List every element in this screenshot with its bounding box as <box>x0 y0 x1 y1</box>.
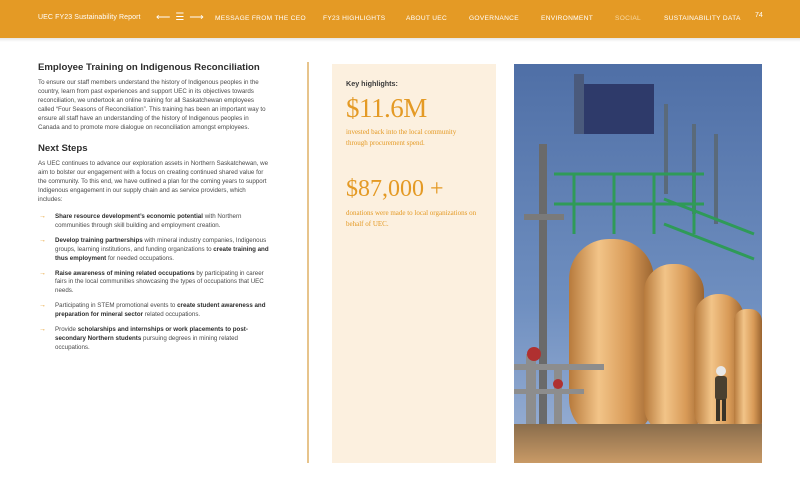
nav-item-fy23-highlights[interactable]: FY23 HIGHLIGHTS <box>323 15 386 22</box>
arrow-bullet-icon: → <box>39 269 46 277</box>
nav-item-environment[interactable]: ENVIRONMENT <box>541 15 594 22</box>
list-item: → Develop training partnerships with mineral industry companies, Indigenous groups, learning institutions, and funding organizations to create training and thus employment for needed occupations. <box>39 236 269 262</box>
list-item: → Participating in STEM promotional events to create student awareness and preparation for mineral sector related occupations. <box>39 302 266 319</box>
list-item: → Provide scholarships and internships or work placements to post-secondary Northern students pursuing degrees in mining related occupations. <box>39 326 248 351</box>
facility-photo <box>514 64 762 463</box>
key-highlights-panel <box>332 64 496 463</box>
nav-item-message-from-ceo[interactable]: MESSAGE FROM THE CEO <box>215 15 306 22</box>
main-text-column <box>38 62 270 359</box>
menu-icon[interactable]: ☰ <box>175 12 185 23</box>
column-divider <box>307 62 309 463</box>
nav-item-governance[interactable]: GOVERNANCE <box>469 15 519 22</box>
section-title-training: Employee Training on Indigenous Reconciliation <box>38 62 260 73</box>
arrow-bullet-icon: → <box>39 213 46 220</box>
highlights-heading: Key highlights: <box>346 79 398 88</box>
list-item: → Share resource development’s economic potential with Northern communities through skill building and employment creation. <box>39 213 242 229</box>
nav-item-about-uec[interactable]: ABOUT UEC <box>406 15 448 22</box>
arrow-right-icon[interactable]: ⟶ <box>189 12 204 23</box>
header-shadow <box>0 38 800 42</box>
section-body-next-steps: As UEC continues to advance our exploration assets in Northern Saskatchewan, we aim to bolster our engagement with a focus on creating continued shared value for the community. To this end, we have outlined a plan for the coming years to support Indigenous engagement in our supply chain and as service providers, which includes: <box>38 160 269 203</box>
next-steps-list <box>38 213 270 353</box>
stat-procurement-caption: invested back into the local community through procurement spend. <box>346 128 457 147</box>
top-nav-bar <box>0 0 800 38</box>
nav-controls <box>156 11 204 25</box>
section-title-next-steps: Next Steps <box>38 143 88 154</box>
nav-item-sustainability-data[interactable]: SUSTAINABILITY DATA <box>664 15 741 22</box>
stat-donations-caption: donations were made to local organizations on behalf of UEC. <box>346 209 477 228</box>
list-item: → Raise awareness of mining related occupations by participating in career fairs in the local communities showcasing the types of occupations that UEC needs. <box>39 269 264 295</box>
page-number: 74 <box>755 12 763 19</box>
stat-procurement-value: $11.6M <box>346 93 427 123</box>
arrow-bullet-icon: → <box>39 326 46 334</box>
section-body-training: To ensure our staff members understand the history of Indigenous peoples in the country, learn from past experiences and support UEC in its objectives towards reconciliation, we undertook an online training for all Saskatchewan employees called “Four Seasons of Reconciliation”. This training has been an important way to ensure all staff have an understanding of the history of Indigenous peoples in Canada and to promote more dialogue on reconciliation amongst employees. <box>38 79 266 131</box>
stat-donations-value: $87,000 + <box>346 176 444 202</box>
arrow-bullet-icon: → <box>39 302 46 310</box>
arrow-bullet-icon: → <box>39 236 46 244</box>
nav-item-social[interactable]: SOCIAL <box>615 15 641 22</box>
report-title[interactable]: UEC FY23 Sustainability Report <box>38 14 141 21</box>
arrow-left-icon[interactable]: ⟵ <box>156 12 171 23</box>
